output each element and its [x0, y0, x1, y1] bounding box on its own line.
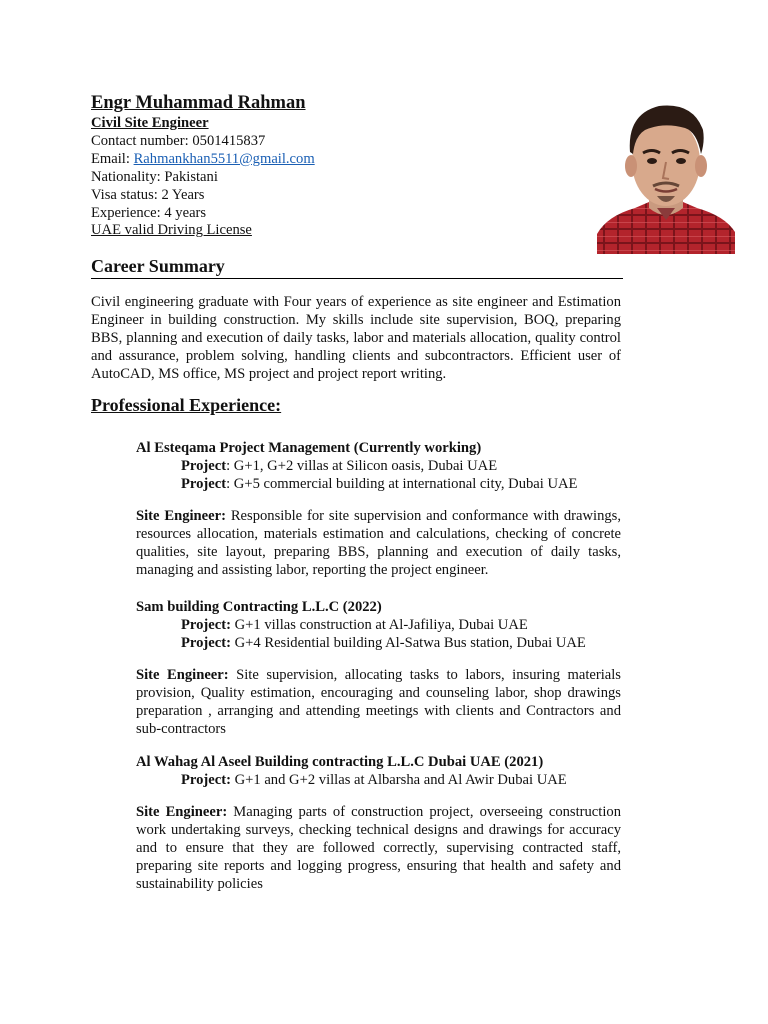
- role-description: [136, 803, 621, 893]
- company-name: Al Esteqama Project Management (Currently working): [136, 440, 482, 456]
- role-text: Responsible for site supervision and conformance with drawings, resources allocation, materials estimation and calculations, checking of concrete qualities, site layout, preparing BBS, planning and execution of daily tasks, managing and assisting labor, reporting the project engineer.: [136, 508, 621, 578]
- email-label: Email:: [91, 150, 130, 167]
- candidate-name: Engr Muhammad Rahman: [91, 93, 306, 113]
- role-text: Managing parts of construction project, overseeing construction work undertaking surveys, checking technical designs and drawings for accuracy and to ensure that they are followed correctly, supervising contracted staff, preparing site reports and logging progress, ensuring that health and safety and sustainability policies: [136, 804, 621, 892]
- project-text: G+1 and G+2 villas at Albarsha and Al Awir Dubai UAE: [230, 772, 567, 788]
- job-title: Civil Site Engineer: [91, 115, 209, 131]
- project-label: Project:: [181, 635, 231, 651]
- project-line: [136, 616, 621, 634]
- project-line: [136, 634, 621, 652]
- experience-line: [91, 205, 591, 223]
- contact-header: [91, 92, 591, 240]
- contact-label: Contact number:: [91, 132, 189, 149]
- career-summary-heading: Career Summary: [91, 256, 623, 279]
- company-name: Sam building Contracting L.L.C (2022): [136, 599, 382, 615]
- driving-license: UAE valid Driving License: [91, 222, 252, 239]
- project-text: G+4 Residential building Al-Satwa Bus station, Dubai UAE: [230, 635, 586, 651]
- career-summary-text: Civil engineering graduate with Four years of experience as site engineer and Estimation Engineer in building construction. My skills include site supervision, BOQ, preparing BBS, planning and execution of daily tasks, labor and materials allocation, quality control and assurance, problem solving, handling clients and subcontractors. Efficient user of AutoCAD, MS office, MS project and project report writing.: [91, 294, 621, 382]
- experience-label: Experience:: [91, 204, 161, 221]
- role-label: Site Engineer:: [136, 804, 228, 820]
- job-entry: [136, 598, 621, 738]
- nationality-value: Pakistani: [164, 168, 218, 185]
- professional-experience-heading: Professional Experience:: [91, 395, 282, 415]
- job-entry: [136, 753, 621, 893]
- role-description: [136, 666, 621, 738]
- role-description: [136, 507, 621, 579]
- contact-number: 0501415837: [192, 132, 266, 149]
- job-entry: [136, 439, 621, 579]
- project-label: Project: [181, 476, 227, 492]
- project-label: Project:: [181, 617, 231, 633]
- project-text: : G+1, G+2 villas at Silicon oasis, Dubai UAE: [226, 458, 498, 474]
- email-link[interactable]: Rahmankhan5511@gmail.com: [133, 150, 315, 167]
- profile-photo: [597, 96, 735, 254]
- visa-label: Visa status:: [91, 186, 158, 203]
- visa-value: 2 Years: [161, 186, 205, 203]
- project-line: [136, 475, 621, 493]
- project-text: : G+5 commercial building at international city, Dubai UAE: [226, 476, 578, 492]
- role-label: Site Engineer:: [136, 667, 229, 683]
- project-line: [136, 457, 621, 475]
- experience-value: 4 years: [164, 204, 207, 221]
- role-text: Site supervision, allocating tasks to labors, insuring materials provision, Quality estimation, encouraging and counseling labor, shop drawings preparation , arranging and attending meetings with clients and Contractors and sub-contractors: [136, 667, 621, 737]
- project-label: Project:: [181, 772, 231, 788]
- project-text: G+1 villas construction at Al-Jafiliya, Dubai UAE: [230, 617, 528, 633]
- email-line: [91, 151, 591, 169]
- project-line: [136, 771, 621, 789]
- project-label: Project: [181, 458, 227, 474]
- contact-line: [91, 133, 591, 151]
- visa-line: [91, 187, 591, 205]
- nationality-label: Nationality:: [91, 168, 161, 185]
- company-name: Al Wahag Al Aseel Building contracting L.L.C Dubai UAE (2021): [136, 754, 544, 770]
- nationality-line: [91, 169, 591, 187]
- role-label: Site Engineer:: [136, 508, 226, 524]
